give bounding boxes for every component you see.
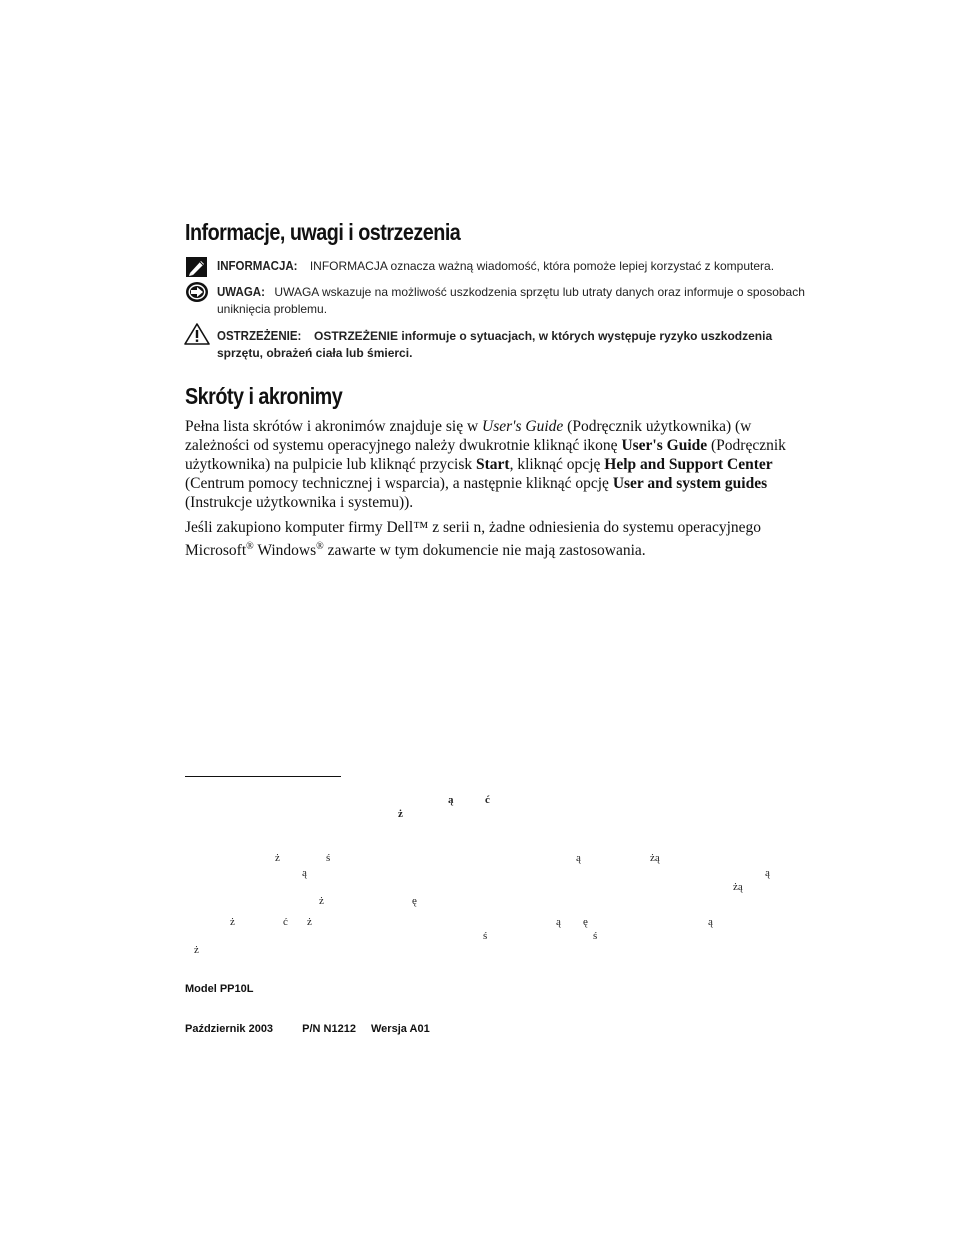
paragraph-acronyms — [185, 417, 815, 512]
fragment-glyph: ę — [583, 916, 588, 928]
fragment-glyph: ą — [556, 916, 561, 928]
fragment-glyph: ć — [283, 916, 288, 928]
fragment-glyph: ć — [485, 794, 490, 806]
fragment-glyph: ą — [448, 794, 454, 806]
fragment-glyph: ż — [319, 895, 324, 907]
p2-text-1: Jeśli zakupiono komputer firmy Dell™ z serii n, żadne odniesienia do systemu operacyjnego Microsoft — [185, 519, 762, 560]
fragment-glyph: ż — [307, 916, 312, 928]
fragment-glyph: ż — [194, 944, 199, 956]
pencil-icon — [185, 256, 209, 278]
fragment-glyph: ą — [302, 867, 307, 879]
user-guides-name: User and system guides — [612, 475, 768, 492]
caution-text: UWAGA wskazuje na możliwość uszkodzenia sprzętu lub utraty danych oraz informuje o sposobach uniknięcia problemu. — [217, 285, 805, 316]
users-guide-icon-name: User's Guide — [621, 437, 708, 454]
model-number: Model PP10L — [185, 983, 254, 995]
fragment-glyph: ż — [398, 808, 403, 820]
notes-heading: Informacje, uwagi i ostrzezenia — [185, 219, 461, 245]
part-number: P/N N1212 — [302, 1023, 356, 1035]
fragment-glyph: ś — [593, 930, 598, 942]
info-text: INFORMACJA oznacza ważną wiadomość, która pomoże lepiej korzystać z komputera. — [309, 259, 775, 273]
caution-arrow-icon — [185, 281, 209, 303]
version: Wersja A01 — [371, 1023, 430, 1035]
fragment-glyph: ą — [765, 867, 770, 879]
fragment-glyph: ą — [576, 852, 581, 864]
fragment-glyph: ą — [708, 916, 713, 928]
p2-text-2: Windows — [253, 542, 317, 560]
acronyms-body — [185, 417, 815, 560]
p2-text-3: zawarte w tym dokumencie nie mają zastosowania. — [323, 542, 646, 560]
info-label: INFORMACJA: — [217, 259, 298, 273]
print-info — [185, 1023, 456, 1035]
fragment-glyph: żą — [650, 852, 660, 864]
p1-text-6: (Instrukcje użytkownika i systemu)). — [185, 494, 414, 511]
info-note — [217, 258, 817, 275]
caution-label: UWAGA: — [217, 285, 265, 299]
p1-text-3: (Podręcznik użytkownika) na pulpicie lub kliknąć przycisk — [185, 437, 786, 473]
help-center-name: Help and Support Center — [604, 456, 773, 473]
fragment-glyph: żą — [733, 881, 743, 893]
fragment-glyph: ś — [483, 930, 488, 942]
footnote-rule — [185, 776, 341, 777]
caution-note — [217, 284, 817, 318]
print-date: Październik 2003 — [185, 1023, 274, 1035]
registered-mark: ® — [316, 541, 324, 552]
warning-text: OSTRZEŻENIE informuje o sytuacjach, w których występuje ryzyko uszkodzenia sprzętu, obrażeń ciała lub śmierci. — [217, 329, 773, 360]
fragment-glyph: ę — [412, 895, 417, 907]
acronyms-heading: Skróty i akronimy — [185, 383, 343, 409]
p1-text-5: (Centrum pomocy technicznej i wsparcia), a następnie kliknąć opcję — [185, 475, 613, 492]
paragraph-windows — [185, 518, 815, 560]
warning-triangle-icon — [184, 323, 208, 345]
start-button-name: Start — [475, 456, 510, 473]
users-guide-title: User's Guide — [482, 418, 564, 435]
p1-text-4: , kliknąć opcję — [509, 456, 605, 473]
fragment-glyph: ż — [275, 852, 280, 864]
fragment-glyph: ż — [230, 916, 235, 928]
fragment-glyph: ś — [326, 852, 331, 864]
registered-mark: ® — [246, 541, 254, 552]
p1-text-2: (Podręcznik użytkownika) (w zależności od systemu operacyjnego należy dwukrotnie kliknąć ikonę — [185, 418, 752, 454]
warning-label: OSTRZEŻENIE: — [217, 329, 302, 343]
p1-text-1: Pełna lista skrótów i akronimów znajduje się w — [185, 418, 483, 435]
warning-note — [217, 328, 817, 362]
